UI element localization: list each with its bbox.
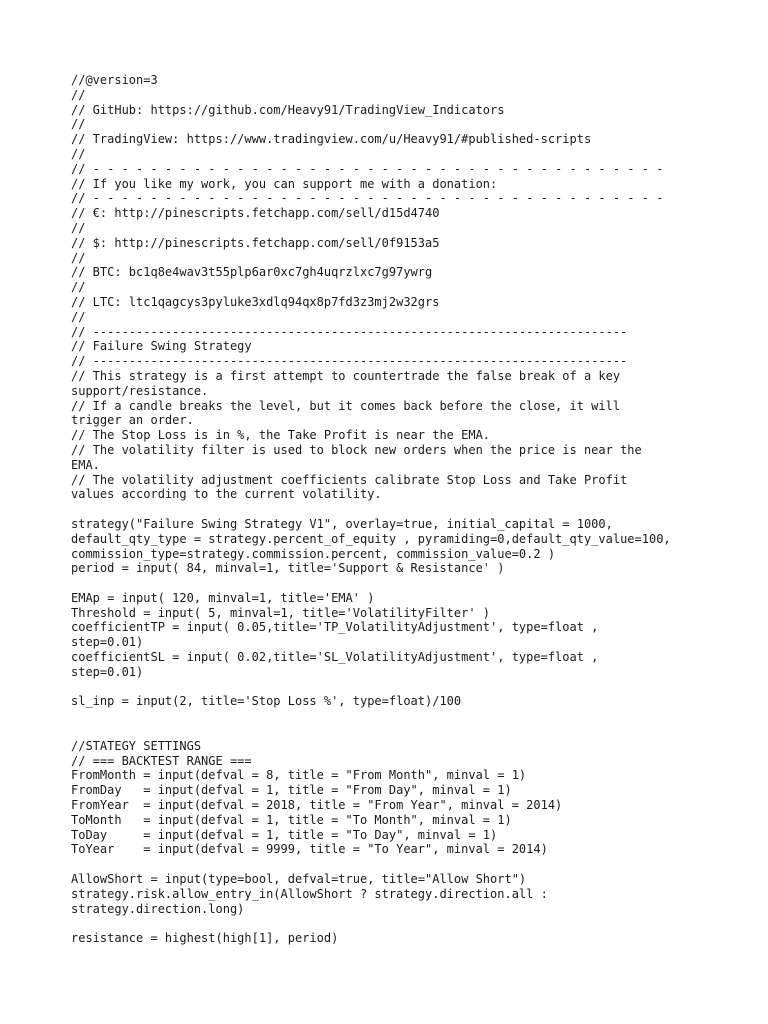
code-line: step=0.01) bbox=[71, 635, 144, 650]
code-line: // The Stop Loss is in %, the Take Profit is near the EMA. bbox=[71, 428, 491, 443]
code-line: //STATEGY SETTINGS bbox=[71, 738, 202, 753]
code-line: default_qty_type = strategy.percent_of_equity , pyramiding=0,default_qty_value=100, bbox=[71, 531, 671, 546]
code-line: period = input( 84, minval=1, title='Support & Resistance' ) bbox=[71, 561, 505, 576]
code-line: // bbox=[71, 220, 86, 235]
code-line bbox=[71, 502, 761, 517]
code-line: //@version=3 bbox=[71, 73, 158, 87]
code-line: trigger an order. bbox=[71, 413, 194, 428]
code-line: FromMonth = input(defval = 8, title = "From Month", minval = 1) bbox=[71, 768, 527, 783]
code-line: EMA. bbox=[71, 457, 100, 472]
code-line: FromYear = input(defval = 2018, title = "From Year", minval = 2014) bbox=[71, 798, 563, 813]
code-line: // BTC: bc1q8e4wav3t55plp6ar0xc7gh4uqrzlxc7g97ywrg bbox=[71, 265, 433, 280]
code-line: // Failure Swing Strategy bbox=[71, 339, 252, 354]
code-document bbox=[71, 73, 761, 946]
code-line: // bbox=[71, 250, 86, 265]
code-line: sl_inp = input(2, title='Stop Loss %', type=float)/100 bbox=[71, 694, 462, 709]
code-line: // €: http://pinescripts.fetchapp.com/sell/d15d4740 bbox=[71, 206, 440, 221]
code-line: // - - - - - - - - - - - - - - - - - - - - - - - - - - - - - - - - - - - - - - - - bbox=[71, 161, 664, 176]
code-line: // This strategy is a first attempt to countertrade the false break of a key bbox=[71, 368, 621, 383]
code-line: EMAp = input( 120, minval=1, title='EMA' ) bbox=[71, 590, 375, 605]
code-line: // LTC: ltc1qagcys3pyluke3xdlq94qx8p7fd3z3mj2w32grs bbox=[71, 294, 440, 309]
code-line bbox=[71, 680, 761, 695]
code-line bbox=[71, 916, 761, 931]
code-line: coefficientSL = input( 0.02,title='SL_VolatilityAdjustment', type=float , bbox=[71, 650, 599, 665]
code-line: // === BACKTEST RANGE === bbox=[71, 753, 252, 768]
code-line: ToYear = input(defval = 9999, title = "To Year", minval = 2014) bbox=[71, 842, 548, 857]
code-line: support/resistance. bbox=[71, 383, 209, 398]
code-line: // bbox=[71, 146, 86, 161]
code-line: // bbox=[71, 87, 86, 102]
code-line: strategy("Failure Swing Strategy V1", overlay=true, initial_capital = 1000, bbox=[71, 516, 613, 531]
code-line: commission_type=strategy.commission.percent, commission_value=0.2 ) bbox=[71, 546, 556, 561]
code-line: coefficientTP = input( 0.05,title='TP_VolatilityAdjustment', type=float , bbox=[71, 620, 599, 635]
code-line: AllowShort = input(type=bool, defval=true, title="Allow Short") bbox=[71, 872, 527, 887]
code-line: // $: http://pinescripts.fetchapp.com/sell/0f9153a5 bbox=[71, 235, 440, 250]
code-line: // If you like my work, you can support me with a donation: bbox=[71, 176, 498, 191]
code-line: // bbox=[71, 309, 86, 324]
code-line: values according to the current volatility. bbox=[71, 487, 382, 502]
code-line: Threshold = input( 5, minval=1, title='VolatilityFilter' ) bbox=[71, 605, 491, 620]
code-line: // bbox=[71, 117, 86, 132]
code-line: strategy.direction.long) bbox=[71, 901, 245, 916]
code-line: ToDay = input(defval = 1, title = "To Day", minval = 1) bbox=[71, 827, 498, 842]
code-line: // -------------------------------------------------------------------------- bbox=[71, 324, 628, 339]
code-line: strategy.risk.allow_entry_in(AllowShort ? strategy.direction.all : bbox=[71, 886, 548, 901]
code-line: // The volatility filter is used to block new orders when the price is near the bbox=[71, 442, 642, 457]
code-line: // GitHub: https://github.com/Heavy91/TradingView_Indicators bbox=[71, 102, 505, 117]
code-line: FromDay = input(defval = 1, title = "From Day", minval = 1) bbox=[71, 783, 512, 798]
code-line bbox=[71, 576, 761, 591]
code-line: step=0.01) bbox=[71, 664, 144, 679]
code-line: // If a candle breaks the level, but it comes back before the close, it will bbox=[71, 398, 621, 413]
code-line bbox=[71, 709, 761, 724]
code-line: // bbox=[71, 280, 86, 295]
code-line bbox=[71, 724, 761, 739]
code-line: resistance = highest(high[1], period) bbox=[71, 931, 339, 946]
code-line bbox=[71, 857, 761, 872]
code-line: // -------------------------------------------------------------------------- bbox=[71, 354, 628, 369]
code-line: // The volatility adjustment coefficients calibrate Stop Loss and Take Profit bbox=[71, 472, 628, 487]
code-line: ToMonth = input(defval = 1, title = "To Month", minval = 1) bbox=[71, 812, 512, 827]
code-line: // - - - - - - - - - - - - - - - - - - - - - - - - - - - - - - - - - - - - - - - - bbox=[71, 191, 664, 206]
code-line: // TradingView: https://www.tradingview.com/u/Heavy91/#published-scripts bbox=[71, 132, 592, 147]
